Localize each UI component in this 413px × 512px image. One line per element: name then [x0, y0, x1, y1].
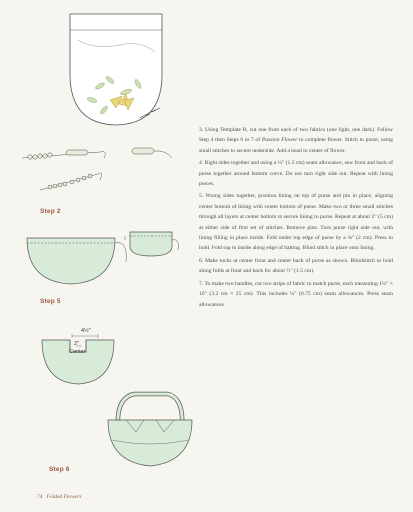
step-7-paragraph: 7. To make two handles, cut two strips of fabric to match purse, each measuring 1¼" × 10" (3.2 cm × 25 cm). This includes ¼" (0.75 cm) seam allowances. Press seam allowances: [199, 280, 393, 308]
step5-label: Step 5: [40, 298, 61, 305]
measurement-top: 4½": [81, 328, 91, 334]
step-5-paragraph: 5. Wrong sides together, position lining on top of purse and pin in place, aligning center bottom of lining with center bottom of purse. Make two or three small stitches through all layers at center bottom to secure lining to purse. Repeat at about 2" (5 cm) at either side of first set of stitches. Remove pins. Turn purse right side out, with lining filling in place inside. Fold under top edge of purse by a ¾" (2 cm). Press to hold. Fold top to inside along edge of batting. Blind stitch in place onto lining.: [199, 193, 393, 252]
center-label: Center: [69, 349, 86, 355]
book-title: Folded Flowers: [46, 494, 82, 500]
step2-beads: [22, 148, 172, 190]
page-footer: [37, 494, 81, 500]
step-6-paragraph: 6. Make tucks at center front and center back of purse as shown. Blindstitch to hold along folds at front and back for about ½" (1.5 cm).: [199, 257, 393, 275]
step-4-paragraph: 4. Right sides together and using a ¼" (1.5 cm) seam allowance, sew front and back of purse together around bottom curve. Do not turn right side out. Repeat with lining pieces.: [199, 160, 393, 188]
step-3-paragraph: 3. Using Template B, cut one from each of two fabrics (one light, one dark). Follow Step 4 then Steps 6 to 7 of Passion Flower to complete flower. Stitch to purse, using small stitches to secure underside. Add a bead to center of flower.: [199, 127, 393, 154]
step5-diagram: [27, 232, 178, 284]
purse-illustration: [70, 14, 162, 125]
step2-label: Step 2: [40, 208, 61, 215]
measurement-side: 2": [74, 341, 80, 347]
page-number: 74: [37, 494, 43, 500]
step6-label: Step 6: [49, 466, 70, 473]
instructions-text: [199, 125, 393, 312]
step6-handle-diagram: [108, 394, 192, 466]
